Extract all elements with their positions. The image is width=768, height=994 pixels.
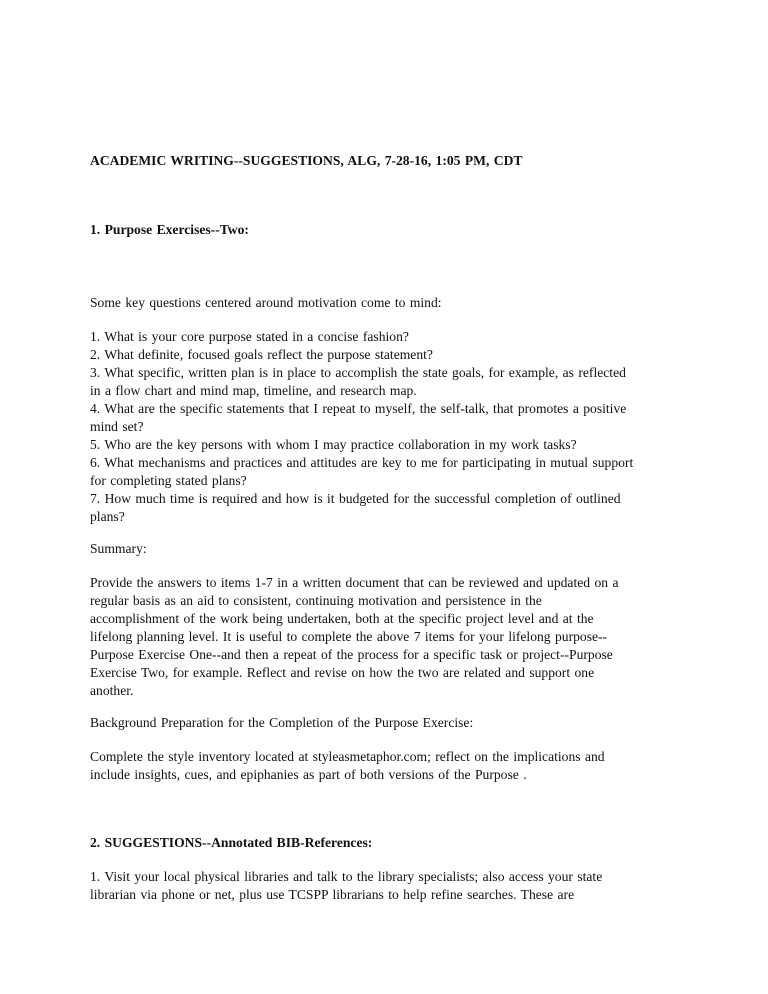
intro-paragraph: Some key questions centered around motivation come to mind: (90, 295, 442, 310)
summary-line: accomplishment of the work being undertaken, both at the specific project level and at the (90, 611, 594, 626)
section-2-line: librarian via phone or net, plus use TCSPP librarians to help refine searches. These are (90, 887, 575, 902)
summary-line: another. (90, 683, 134, 698)
background-line: include insights, cues, and epiphanies as part of both versions of the Purpose . (90, 767, 527, 782)
background-heading: Background Preparation for the Completion of the Purpose Exercise: (90, 715, 474, 730)
question-line: for completing stated plans? (90, 473, 247, 488)
summary-line: Purpose Exercise One--and then a repeat of the process for a specific task or project--Purpose (90, 647, 613, 662)
question-line: 5. Who are the key persons with whom I may practice collaboration in my work tasks? (90, 437, 577, 452)
question-line: mind set? (90, 419, 144, 434)
question-line: 6. What mechanisms and practices and attitudes are key to me for participating in mutual support (90, 455, 634, 470)
question-line: 3. What specific, written plan is in place to accomplish the state goals, for example, as reflected (90, 365, 626, 380)
section-2-line: 1. Visit your local physical libraries and talk to the library specialists; also access your state (90, 869, 603, 884)
background-line: Complete the style inventory located at styleasmetaphor.com; reflect on the implications and (90, 749, 605, 764)
summary-label: Summary: (90, 541, 147, 556)
question-line: 1. What is your core purpose stated in a concise fashion? (90, 329, 409, 344)
question-line: 2. What definite, focused goals reflect the purpose statement? (90, 347, 433, 362)
document-title: ACADEMIC WRITING--SUGGESTIONS, ALG, 7-28-16, 1:05 PM, CDT (90, 153, 523, 168)
section-2-heading: 2. SUGGESTIONS--Annotated BIB-References: (90, 835, 373, 850)
summary-line: regular basis as an aid to consistent, continuing motivation and persistence in the (90, 593, 542, 608)
section-1-heading: 1. Purpose Exercises--Two: (90, 222, 249, 237)
question-line: 4. What are the specific statements that I repeat to myself, the self-talk, that promotes a positive (90, 401, 627, 416)
question-line: 7. How much time is required and how is it budgeted for the successful completion of outlined (90, 491, 621, 506)
summary-line: lifelong planning level. It is useful to complete the above 7 items for your lifelong purpose-- (90, 629, 608, 644)
summary-line: Exercise Two, for example. Reflect and revise on how the two are related and support one (90, 665, 595, 680)
question-line: in a flow chart and mind map, timeline, and research map. (90, 383, 417, 398)
question-line: plans? (90, 509, 125, 524)
summary-line: Provide the answers to items 1-7 in a written document that can be reviewed and updated on a (90, 575, 619, 590)
